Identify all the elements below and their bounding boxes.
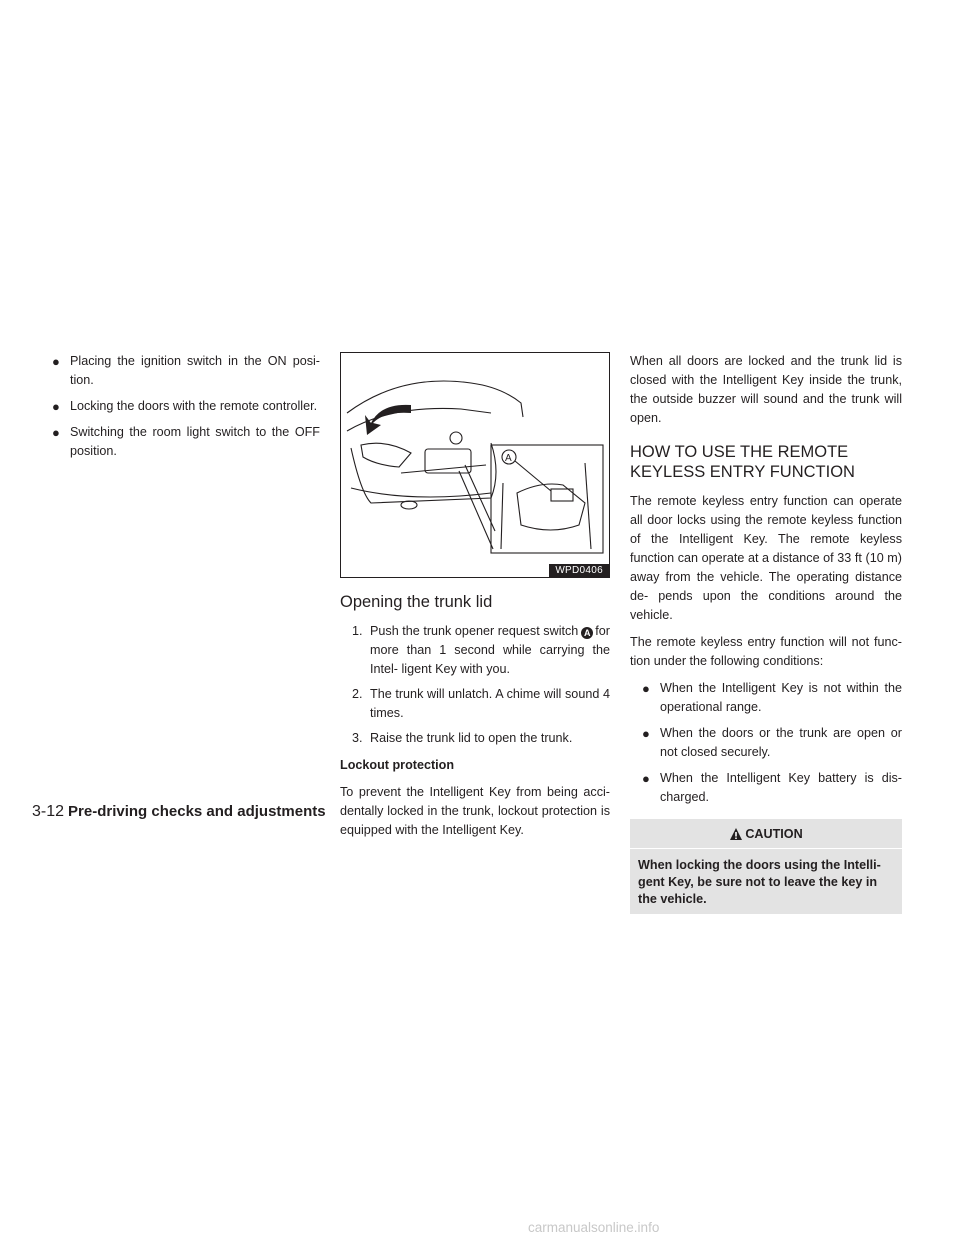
right-column	[630, 352, 902, 914]
page-footer	[32, 802, 326, 821]
left-column	[52, 352, 320, 468]
conditions-list	[630, 679, 902, 807]
bullet-icon: ●	[642, 771, 650, 786]
bullet-icon: ●	[642, 726, 650, 741]
car-rear-drawing	[341, 353, 609, 577]
list-item: ● When the Intelligent Key is not within the operational range.	[642, 681, 902, 714]
caution-title: CAUTION	[745, 827, 803, 841]
caution-box	[630, 819, 902, 914]
middle-column	[340, 352, 610, 848]
opening-trunk-heading: Opening the trunk lid	[340, 593, 493, 611]
bullet-icon: ●	[642, 681, 650, 696]
ignition-conditions-list	[52, 352, 320, 461]
marker-a-icon: A	[581, 627, 593, 639]
list-item: 2. The trunk will unlatch. A chime will sound 4 times.	[352, 687, 610, 720]
list-item: ● When the doors or the trunk are open or not closed securely.	[642, 726, 902, 759]
callout-a-label: A	[505, 453, 512, 464]
caution-header	[630, 819, 902, 849]
remote-keyless-heading: HOW TO USE THE REMOTE KEYLESS ENTRY FUNCTION	[630, 443, 855, 481]
bullet-icon: ●	[52, 354, 60, 369]
trunk-steps-list	[340, 622, 610, 748]
remote-keyless-paragraph: The remote keyless entry function can operate all door locks using the remote keyless function of the Intelligent Key. The remote keyless function can operate at a distance of 33 ft (10 m) away from the vehicle. The operating distance de- pends upon the conditions around the vehicle.	[630, 494, 902, 622]
list-item: ● Switching the room light switch to the OFF position.	[52, 425, 320, 458]
caution-text: When locking the doors using the Intelli- gent Key, be sure not to leave the key in the vehicle.	[638, 858, 881, 906]
warning-icon	[729, 827, 743, 841]
page-number: 3-12	[32, 803, 65, 820]
list-item: 3. Raise the trunk lid to open the trunk.	[352, 731, 573, 745]
lockout-intro-paragraph: When all doors are locked and the trunk lid is closed with the Intelligent Key inside the trunk, the outside buzzer will sound and the trunk will open.	[630, 354, 902, 425]
lockout-paragraph: To prevent the Intelligent Key from being acci- dentally locked in the trunk, lockout protection is equipped with the Intelligent Key.	[340, 785, 610, 837]
list-item: 1. Push the trunk opener request switch A for more than 1 second while carrying the Intel- ligent Key with you.	[352, 624, 610, 676]
bullet-icon: ●	[52, 425, 60, 440]
chapter-title: Pre-driving checks and adjustments	[68, 803, 326, 820]
watermark-text: carmanualsonline.info	[528, 1220, 660, 1235]
bullet-icon: ●	[52, 399, 60, 414]
figure-code: WPD0406	[549, 564, 609, 577]
list-item: ● When the Intelligent Key battery is dis- charged.	[642, 771, 902, 804]
list-item: ● Locking the doors with the remote controller.	[52, 399, 318, 414]
list-item: ● Placing the ignition switch in the ON posi- tion.	[52, 354, 320, 387]
conditions-intro-paragraph: The remote keyless entry function will not func- tion under the following conditions:	[630, 635, 902, 668]
lockout-protection-heading: Lockout protection	[340, 758, 455, 772]
trunk-opener-illustration	[340, 352, 610, 578]
